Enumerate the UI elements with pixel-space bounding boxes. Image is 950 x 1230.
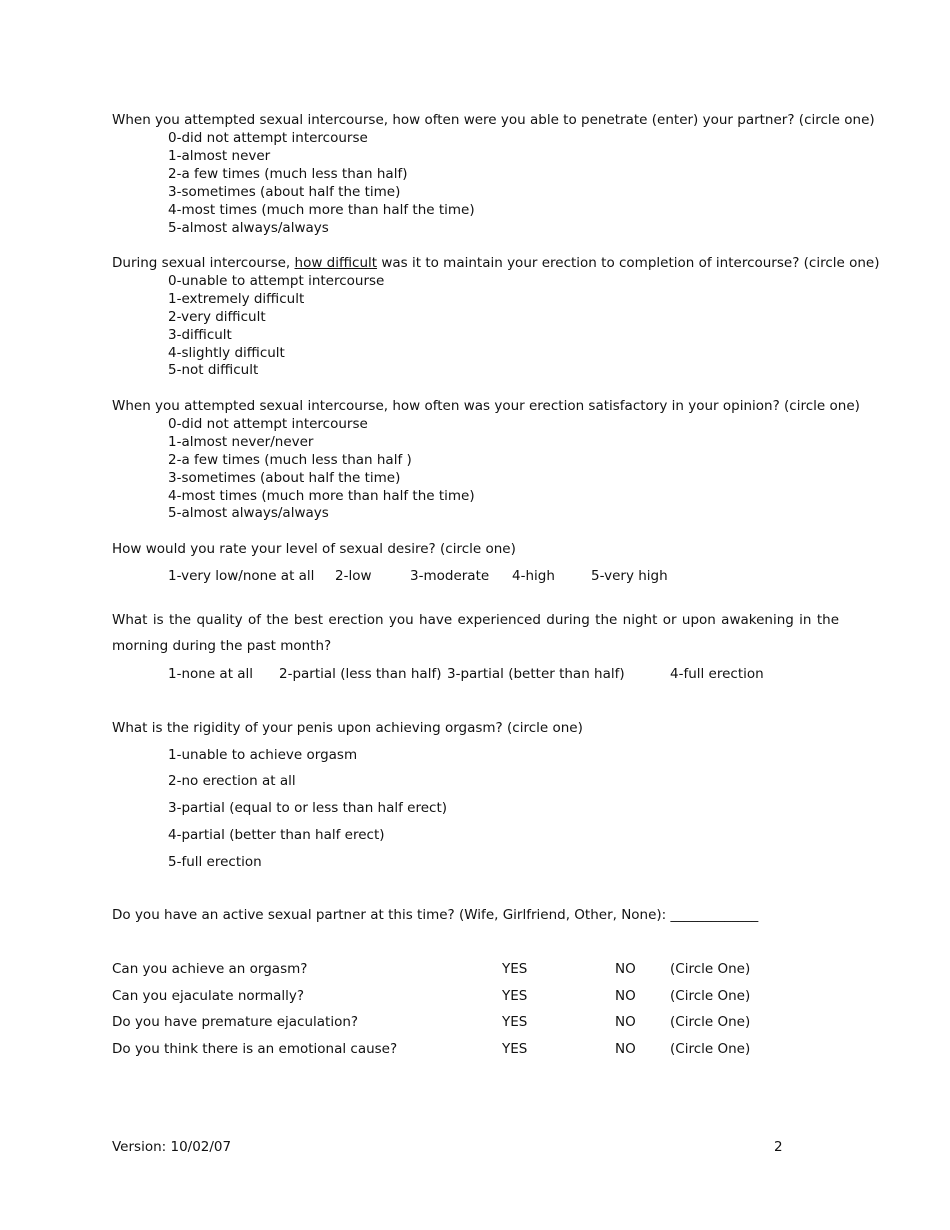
- option[interactable]: 3-partial (better than half): [447, 666, 625, 682]
- option[interactable]: 2-a few times (much less than half ): [168, 452, 412, 468]
- option[interactable]: 2-very difficult: [168, 309, 266, 325]
- row-question: Do you think there is an emotional cause?: [112, 1041, 398, 1057]
- option[interactable]: 3-moderate: [410, 568, 490, 584]
- question-prompt-with-blank[interactable]: Do you have an active sexual partner at this time? (Wife, Girlfriend, Other, None): _____________: [112, 907, 759, 923]
- table-row: [112, 1014, 852, 1034]
- circle-one-note: (Circle One): [670, 961, 751, 977]
- option[interactable]: 1-almost never: [168, 148, 271, 164]
- option[interactable]: 0-did not attempt intercourse: [168, 130, 368, 146]
- question-prompt: What is the rigidity of your penis upon achieving orgasm? (circle one): [112, 720, 583, 736]
- option[interactable]: 5-very high: [591, 568, 668, 584]
- option[interactable]: 4-most times (much more than half the time): [168, 202, 475, 218]
- question-prompt: [112, 255, 880, 271]
- option[interactable]: 2-a few times (much less than half): [168, 166, 408, 182]
- option[interactable]: 4-slightly difficult: [168, 345, 285, 361]
- option[interactable]: 1-none at all: [168, 666, 254, 682]
- table-row: [112, 988, 852, 1008]
- yes-option[interactable]: YES: [502, 1014, 528, 1030]
- yes-option[interactable]: YES: [502, 961, 528, 977]
- option[interactable]: 3-difficult: [168, 327, 232, 343]
- row-question: Can you ejaculate normally?: [112, 988, 305, 1004]
- option[interactable]: 2-low: [335, 568, 372, 584]
- option[interactable]: 1-almost never/never: [168, 434, 314, 450]
- row-question: Can you achieve an orgasm?: [112, 961, 308, 977]
- option[interactable]: 5-full erection: [168, 854, 262, 870]
- yes-option[interactable]: YES: [502, 1041, 528, 1057]
- option[interactable]: 3-sometimes (about half the time): [168, 184, 401, 200]
- question-prompt: What is the quality of the best erection you have experienced during the night or upon awakening in the morning during the past month?: [112, 612, 839, 654]
- question-prompt: How would you rate your level of sexual desire? (circle one): [112, 541, 516, 557]
- circle-one-note: (Circle One): [670, 1014, 751, 1030]
- prompt-emphasis: how difficult: [294, 255, 378, 271]
- questionnaire-page: [112, 0, 880, 1230]
- option[interactable]: 3-partial (equal to or less than half erect): [168, 800, 448, 816]
- prompt-text: was it to maintain your erection to completion of intercourse? (circle one): [377, 255, 880, 271]
- no-option[interactable]: NO: [615, 988, 636, 1004]
- no-option[interactable]: NO: [615, 961, 636, 977]
- option[interactable]: 1-extremely difficult: [168, 291, 305, 307]
- circle-one-note: (Circle One): [670, 1041, 751, 1057]
- option[interactable]: 5-almost always/always: [168, 220, 329, 236]
- option[interactable]: 0-did not attempt intercourse: [168, 416, 368, 432]
- option[interactable]: 4-partial (better than half erect): [168, 827, 385, 843]
- table-row: [112, 961, 852, 981]
- version-label: Version: 10/02/07: [112, 1139, 232, 1155]
- option[interactable]: 1-unable to achieve orgasm: [168, 747, 358, 763]
- yes-option[interactable]: YES: [502, 988, 528, 1004]
- option[interactable]: 4-most times (much more than half the time): [168, 488, 475, 504]
- option[interactable]: 2-no erection at all: [168, 773, 296, 789]
- table-row: [112, 1041, 852, 1061]
- question-prompt: When you attempted sexual intercourse, how often was your erection satisfactory in your opinion? (circle one): [112, 398, 860, 414]
- circle-one-note: (Circle One): [670, 988, 751, 1004]
- no-option[interactable]: NO: [615, 1014, 636, 1030]
- question-prompt: When you attempted sexual intercourse, how often were you able to penetrate (enter) your partner? (circle one): [112, 112, 875, 128]
- option[interactable]: 4-full erection: [670, 666, 764, 682]
- option[interactable]: 5-almost always/always: [168, 505, 329, 521]
- option[interactable]: 0-unable to attempt intercourse: [168, 273, 385, 289]
- prompt-text: During sexual intercourse,: [112, 255, 295, 271]
- row-question: Do you have premature ejaculation?: [112, 1014, 359, 1030]
- no-option[interactable]: NO: [615, 1041, 636, 1057]
- option[interactable]: 3-sometimes (about half the time): [168, 470, 401, 486]
- option[interactable]: 4-high: [512, 568, 555, 584]
- option[interactable]: 1-very low/none at all: [168, 568, 315, 584]
- option[interactable]: 5-not difficult: [168, 362, 259, 378]
- option[interactable]: 2-partial (less than half): [279, 666, 442, 682]
- page-number: 2: [774, 1139, 783, 1155]
